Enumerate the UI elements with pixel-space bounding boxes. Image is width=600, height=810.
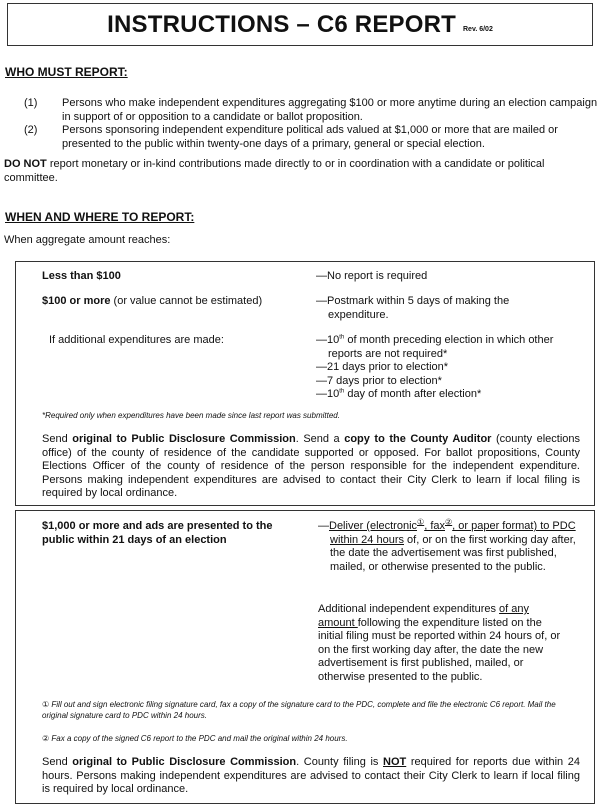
circled-2-icon: ② bbox=[445, 517, 453, 527]
do-not-text: report monetary or in-kind contributions made directly to or in coordination with a candidate or political committee. bbox=[4, 158, 545, 184]
threshold-1000-label: $1,000 or more and ads are presented to the public within 21 days of an election bbox=[42, 520, 273, 546]
item-number: (2) bbox=[24, 124, 38, 136]
threshold-box-1000 bbox=[15, 510, 595, 804]
who-must-report-heading: WHO MUST REPORT: bbox=[5, 65, 128, 79]
list-item bbox=[0, 124, 598, 151]
filing-destination-text: Send original to Public Disclosure Commission. Send a copy to the County Auditor (county elections office) of the county of residence of the candidate supported or opposed. For ballot propositions, County Elections Officer of the county of residence of the person responsible for the independent expenditure. Persons making independent expenditures are advised to contact their City Clerk to learn if local filing is required by local ordinance. bbox=[42, 433, 581, 499]
do-not-emphasis: DO NOT bbox=[4, 158, 47, 170]
circled-1-icon: ① bbox=[42, 700, 50, 709]
deadline-item: —7 days prior to election* bbox=[316, 374, 442, 387]
threshold-row-value: —Postmark within 5 days of making the expenditure. bbox=[316, 295, 510, 321]
item-number: (1) bbox=[24, 97, 38, 109]
threshold-row-value: —No report is required bbox=[316, 270, 428, 282]
deliver-requirement: —Deliver (electronic①, fax②, or paper format) to PDC within 24 hours of, or on the first working day after, the date the advertisement was first published, mailed, or otherwise presented to the public. bbox=[318, 517, 576, 573]
threshold-row-label bbox=[42, 295, 262, 309]
who-must-report-list bbox=[0, 97, 598, 151]
threshold-qualifier: (or value cannot be estimated) bbox=[110, 295, 263, 307]
required-footnote: *Required only when expenditures have been made since last report was submitted. bbox=[42, 411, 340, 420]
deadline-item: —10th day of month after election* bbox=[316, 388, 482, 400]
revision-label: Rev. 6/02 bbox=[463, 26, 493, 33]
page-title: INSTRUCTIONS – C6 REPORT bbox=[107, 10, 456, 38]
threshold-row-label bbox=[42, 270, 121, 284]
threshold-amount: $100 or more bbox=[42, 295, 111, 307]
threshold-box-100 bbox=[15, 261, 595, 506]
filing-destination-text: Send original to Public Disclosure Commission. County filing is NOT required for reports due within 24 hours. Persons making independent expenditures are advised to contact their City Clerk to learn if local filing is required by local ordinance. bbox=[42, 756, 581, 795]
title-box bbox=[7, 3, 593, 46]
list-item bbox=[0, 97, 598, 124]
footnote-electronic: ① Fill out and sign electronic filing signature card, fax a copy of the signature card to the PDC, complete and file the electronic C6 report. Mail the original signature card to PDC within 24 hours. bbox=[42, 700, 556, 720]
threshold-amount: Less than $100 bbox=[42, 270, 121, 282]
deadline-item: —10th of month preceding election in which other reports are not required* bbox=[316, 334, 554, 360]
item-text: Persons sponsoring independent expenditure political ads valued at $1,000 or more that are mailed or presented to the public within twenty-one days of a primary, general or special election. bbox=[62, 124, 558, 150]
item-text: Persons who make independent expenditures aggregating $100 or more anytime during an election campaign in support of or opposition to a candidate or ballot proposition. bbox=[62, 97, 598, 123]
additional-expenditures-text: Additional independent expenditures of any amount following the expenditure listed on the initial filing must be reported within 24 hours of, or on the first working day after, the date the new advertisement is first published, mailed, or otherwise presented to the public. bbox=[318, 603, 561, 683]
footnote-fax: ② Fax a copy of the signed C6 report to the PDC and mail the original within 24 hours. bbox=[42, 734, 348, 743]
circled-2-icon: ② bbox=[42, 734, 50, 743]
circled-1-icon: ① bbox=[417, 517, 425, 527]
deadline-item: —21 days prior to election* bbox=[316, 361, 449, 373]
additional-expenditures-label: If additional expenditures are made: bbox=[49, 334, 224, 346]
when-where-intro: When aggregate amount reaches: bbox=[4, 234, 171, 246]
do-not-report-note bbox=[4, 158, 598, 185]
when-where-heading: WHEN AND WHERE TO REPORT: bbox=[5, 210, 195, 224]
additional-deadlines-list bbox=[316, 334, 566, 402]
